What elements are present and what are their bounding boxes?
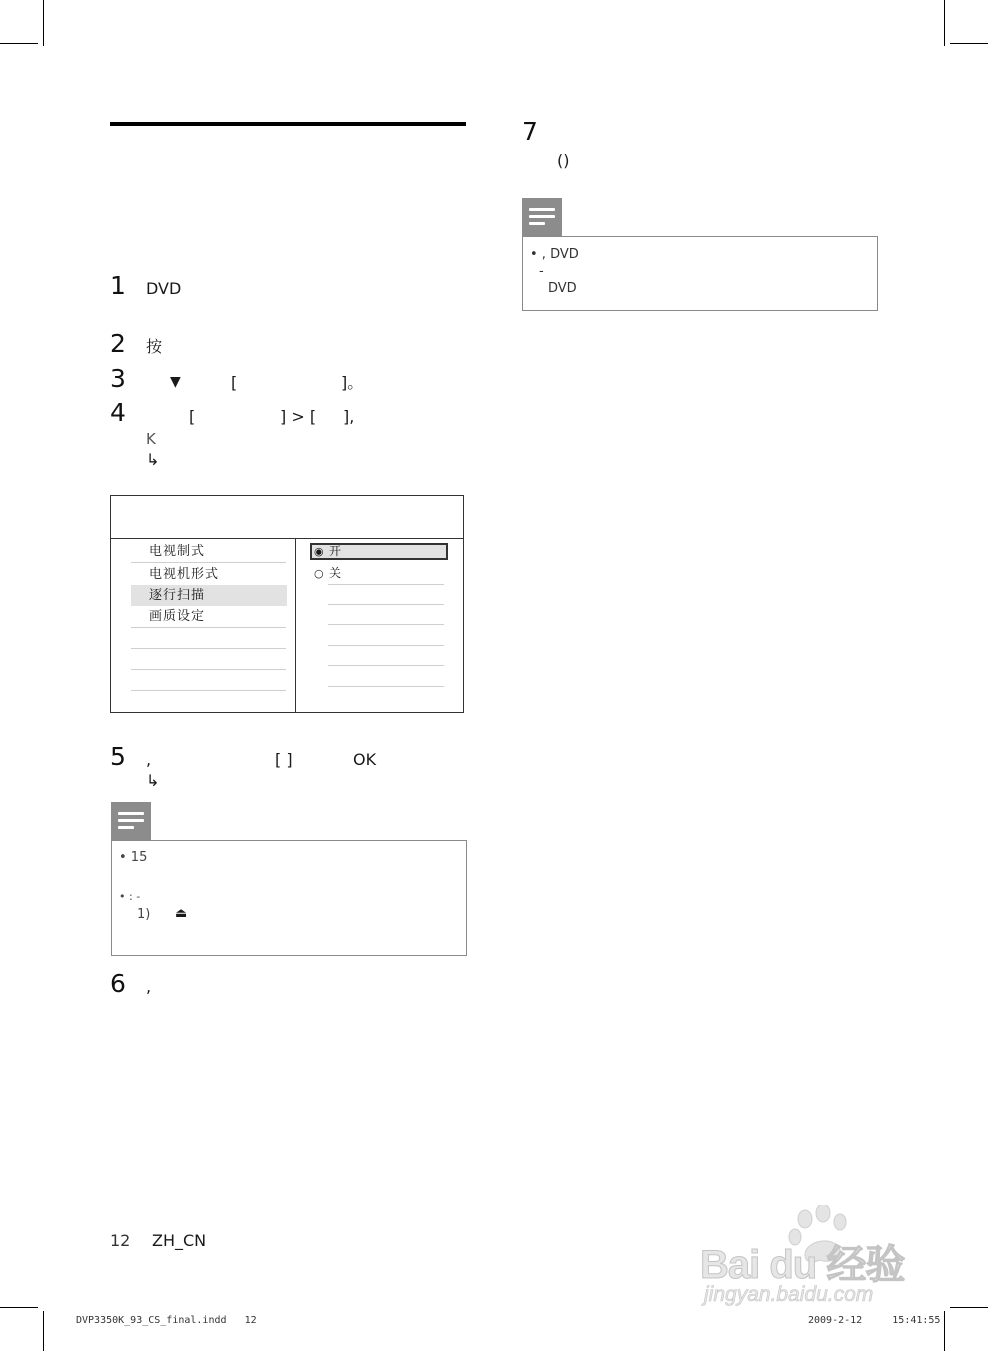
note-subitem: 1) [137,907,151,922]
menu-header-divider [111,538,463,539]
file-info: DVP3350K_93_CS_final.indd 12 [76,1315,257,1326]
bracket-empty: [ ] [275,750,293,769]
menu-row-divider [131,648,286,649]
note-bullet: • : - [119,890,141,903]
eject-icon: ⏏ [175,906,188,921]
step-number: 3 [110,364,126,393]
menu-column-divider [295,538,296,712]
crop-mark [43,0,44,46]
step-text: , [146,977,152,996]
result-arrow-icon: ↳ [146,450,160,469]
step-number: 6 [110,969,126,998]
note-subitem: - [539,264,544,279]
crop-mark [944,1311,945,1351]
step-number: 2 [110,329,126,358]
menu-item-tv-format[interactable]: 电视机形式 [149,567,220,582]
menu-left-list [131,541,287,701]
step-text: () [557,151,570,170]
menu-row-divider [131,669,286,670]
crop-mark [950,43,988,44]
menu-row-divider [131,690,286,691]
heading-rule [110,122,466,126]
baidu-watermark [700,1205,940,1315]
crop-mark [0,43,38,44]
menu-panel [110,495,464,713]
crop-mark [0,1307,38,1308]
step-text: K [146,430,156,448]
bracket-open: [ [231,373,238,392]
crop-mark [950,1307,988,1308]
bracket-path: ] > [ [280,407,317,426]
bracket-open: [ [189,407,196,426]
note-icon [522,198,562,236]
step-number: 1 [110,271,126,300]
ok-label: OK [353,750,377,769]
menu-item-tv-system[interactable]: 电视制式 [149,544,206,559]
option-divider [328,584,444,585]
menu-right-list [310,543,450,703]
menu-row-divider [131,627,286,628]
note-bullet: • 15 [119,850,148,865]
option-divider [328,665,444,666]
step-text: DVD [146,279,182,298]
option-divider [328,645,444,646]
down-arrow-icon: ▼ [170,374,181,390]
note-bullet: • , DVD [530,247,579,262]
radio-empty-icon: ○ [314,567,324,580]
crop-mark [43,1311,44,1351]
option-divider [328,686,444,687]
menu-item-picture-setting[interactable]: 画质设定 [149,609,206,624]
note-box [522,236,878,311]
result-arrow-icon: ↳ [146,771,160,790]
note-subitem: DVD [548,281,577,296]
option-label-on: 开 [329,544,342,558]
note-icon [111,802,151,840]
step-number: 7 [522,117,538,146]
bracket-close: ]。 [341,373,364,392]
page-number: 12 [110,1231,131,1250]
watermark-sub: jingyan.baidu.com [704,1283,874,1306]
option-divider [328,604,444,605]
step-text: 按 [146,337,163,356]
option-label-off: 关 [329,566,342,580]
option-on-selected[interactable] [310,543,448,560]
step-number: 5 [110,742,126,771]
date-info: 2009-2-12 15:41:55 [808,1315,941,1326]
radio-selected-icon: ◉ [314,545,324,558]
crop-mark [944,0,945,46]
step-text: , [146,750,152,769]
menu-row-divider [131,562,286,563]
watermark-main: Bai du 经验 [700,1243,905,1287]
option-divider [328,624,444,625]
step-number: 4 [110,398,126,427]
menu-item-progressive-scan[interactable]: 逐行扫描 [131,585,287,606]
language-code: ZH_CN [152,1231,207,1250]
bracket-close: ], [343,407,355,426]
option-off[interactable] [310,566,448,583]
note-box [111,840,467,956]
